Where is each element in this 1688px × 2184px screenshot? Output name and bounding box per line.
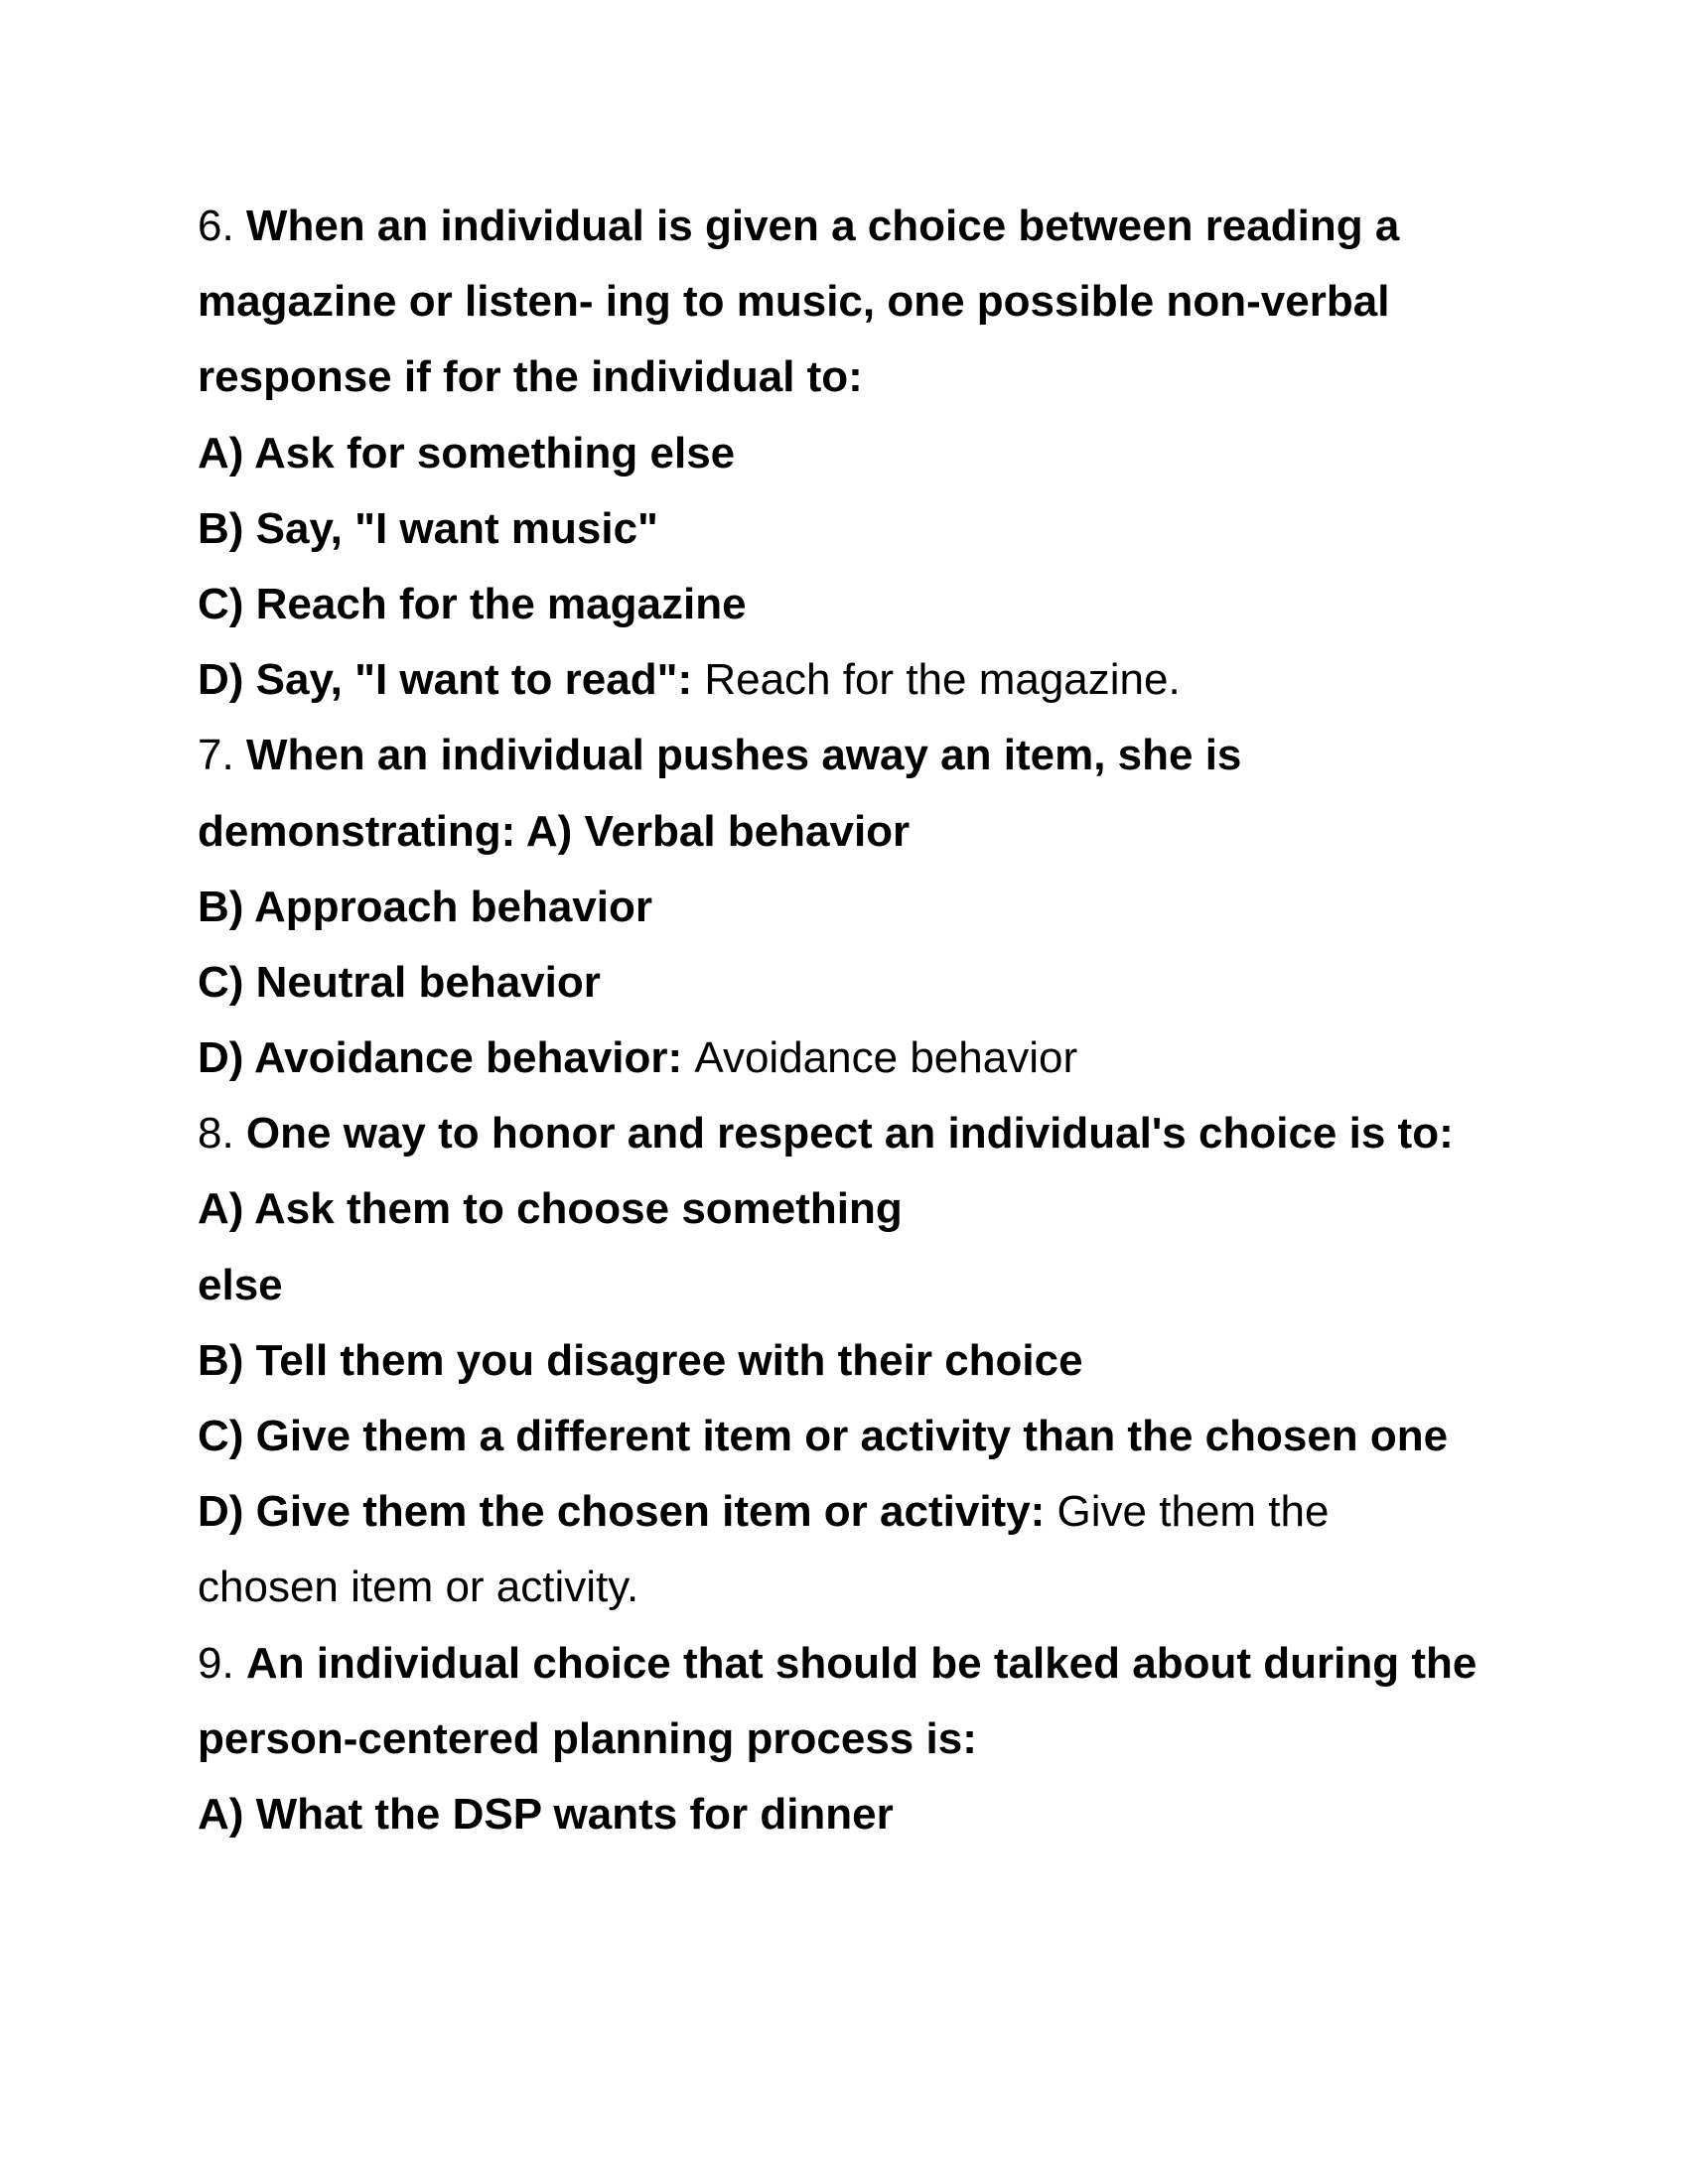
text-line [198,794,1508,870]
option-text: A) What the DSP wants for dinner [198,1789,894,1839]
option-text: A) Ask them to choose something [198,1184,903,1234]
text-line [198,1248,1508,1323]
text-line [198,1626,1508,1702]
question-number: 9. [198,1638,246,1688]
text-line [198,264,1508,340]
option-text: D) Give them the chosen item or activity: [198,1487,1057,1537]
text-line [198,870,1508,945]
question-text: response if for the individual to: [198,352,863,402]
option-text: A) Ask for something else [198,428,736,478]
question-text: An individual choice that should be talked about during the [245,1638,1477,1688]
text-line [198,567,1508,642]
text-line [198,1323,1508,1399]
option-text: B) Approach behavior [198,882,652,931]
text-line [198,340,1508,415]
question-text: magazine or listen- ing to music, one possible non-verbal [198,277,1390,327]
text-line [198,1096,1508,1171]
question-text: demonstrating: A) Verbal behavior [198,806,911,856]
option-text: C) Reach for the magazine [198,579,747,628]
question-number: 6. [198,202,246,250]
option-text: else [198,1260,283,1309]
text-line [198,1399,1508,1474]
answer-text: Give them the [1056,1487,1330,1537]
question-text: When an individual pushes away an item, she is [245,731,1242,780]
text-line [198,642,1508,718]
text-line [198,1702,1508,1777]
question-text: One way to honor and respect an individual's choice is to: [245,1109,1454,1159]
text-line [198,1777,1508,1852]
option-text: D) Avoidance behavior: [198,1033,695,1083]
answer-text: Avoidance behavior [694,1033,1078,1083]
answer-text: chosen item or activity. [198,1563,639,1612]
text-line [198,945,1508,1021]
text-line [198,491,1508,567]
answer-text: Reach for the magazine. [704,655,1181,705]
text-line [198,718,1508,793]
text-line [198,416,1508,491]
option-text: D) Say, "I want to read": [198,655,705,705]
question-number: 7. [198,731,246,780]
option-text: C) Neutral behavior [198,957,601,1007]
question-text: person-centered planning process is: [198,1713,977,1763]
text-line [198,1474,1508,1550]
text-line [198,1021,1508,1096]
question-number: 8. [198,1109,246,1159]
question-text: When an individual is given a choice between reading a [245,202,1400,250]
document-page [198,189,1508,1852]
text-line [198,189,1508,264]
option-text: C) Give them a different item or activity than the chosen one [198,1412,1449,1460]
text-line [198,1550,1508,1625]
option-text: B) Tell them you disagree with their choice [198,1335,1083,1385]
option-text: B) Say, "I want music" [198,503,658,553]
text-line [198,1171,1508,1247]
